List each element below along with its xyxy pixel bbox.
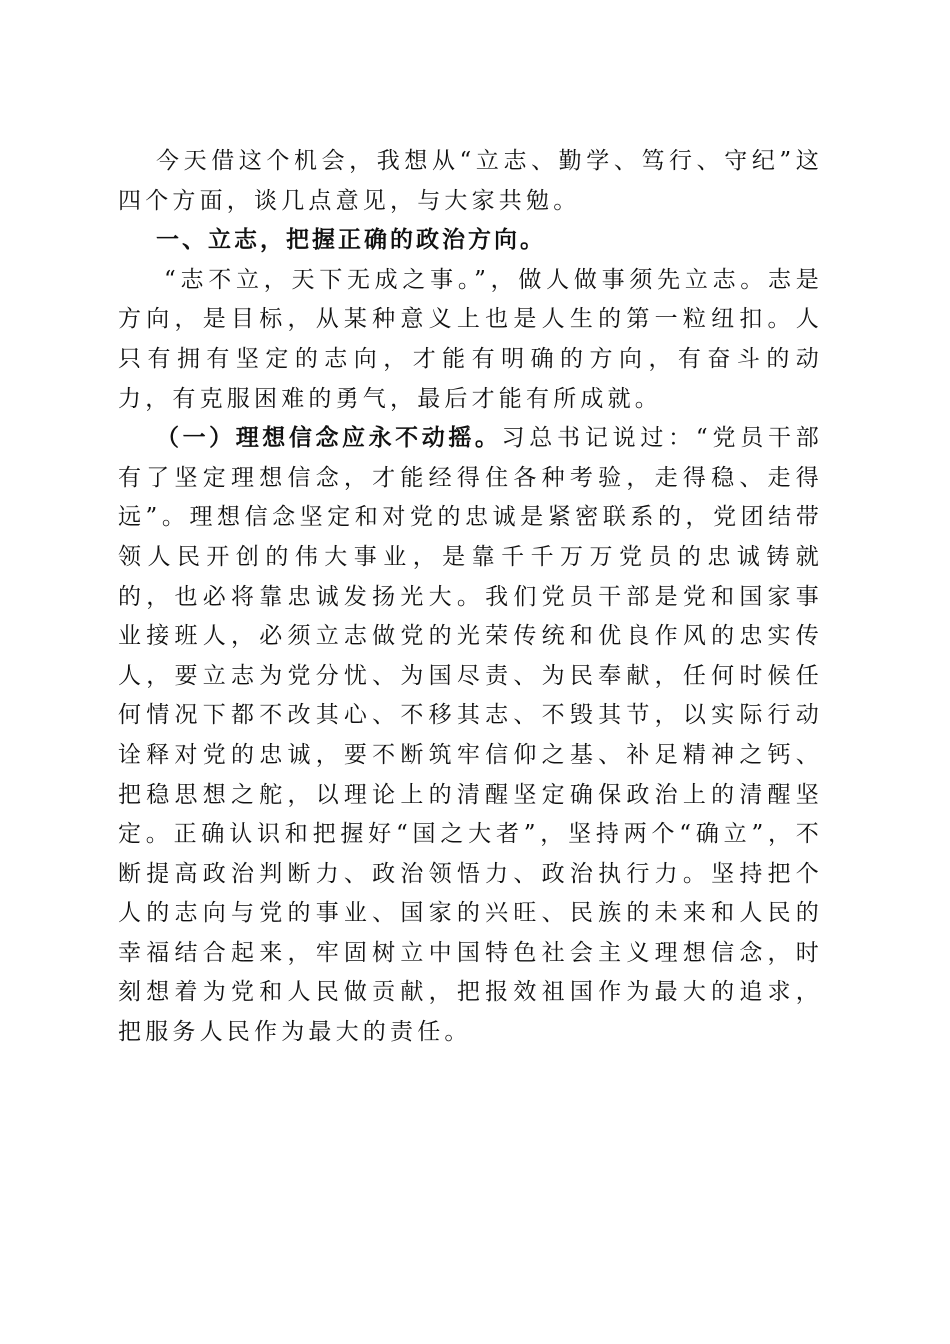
section-heading-1: 一、立志，把握正确的政治方向。	[156, 227, 546, 254]
document-body	[118, 142, 823, 1053]
subsection-1-paragraph	[118, 419, 823, 1053]
section-1-paragraph: “志不立，天下无成之事。”，做人做事须先立志。志是方向，是目标，从某种意义上也是人生的第一粒纽扣。人只有拥有坚定的志向，才能有明确的方向，有奋斗的动力，有克服困难的勇气，最后才能有所成就。	[118, 266, 823, 412]
subsection-1-text: 习总书记说过：“党员干部有了坚定理想信念，才能经得住各种考验，走得稳、走得远”。理想信念坚定和对党的忠诚是紧密联系的，党团结带领人民开创的伟大事业，是靠千千万万党员的忠诚铸就的，也必将靠忠诚发扬光大。我们党员干部是党和国家事业接班人，必须立志做党的光荣传统和优良作风的忠实传人，要立志为党分忧、为国尽责、为民奉献，任何时候任何情况下都不改其心、不移其志、不毁其节，以实际行动诠释对党的忠诚，要不断筑牢信仰之基、补足精神之钙、把稳思想之舵，以理论上的清醒坚定确保政治上的清醒坚定。正确认识和把握好“国之大者”，坚持两个“确立”，不断提高政治判断力、政治领悟力、政治执行力。坚持把个人的志向与党的事业、国家的兴旺、民族的未来和人民的幸福结合起来，牢固树立中国特色社会主义理想信念，时刻想着为党和人民做贡献，把报效祖国作为最大的追求，把服务人民作为最大的责任。	[118, 425, 823, 1046]
subsection-heading-1: （一）理想信念应永不动摇。	[156, 425, 502, 452]
intro-paragraph: 今天借这个机会，我想从“立志、勤学、笃行、守纪”这四个方面，谈几点意见，与大家共勉。	[118, 148, 823, 214]
